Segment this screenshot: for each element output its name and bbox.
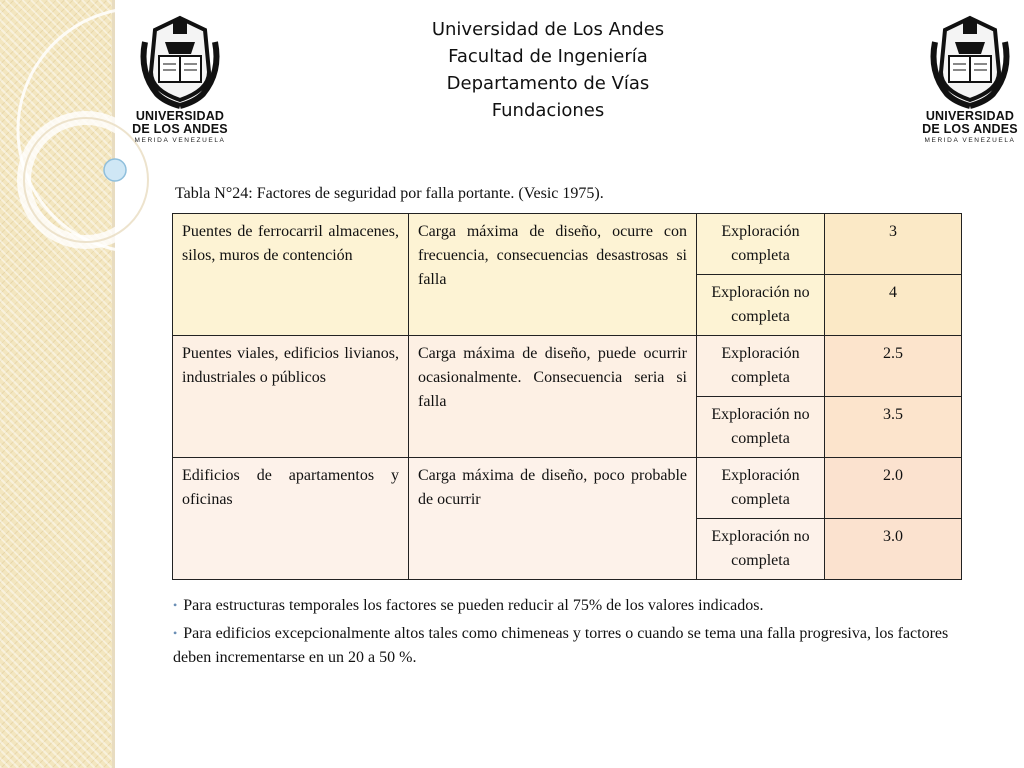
logo-name-line1: UNIVERSIDAD — [925, 109, 1015, 123]
table-row — [173, 336, 962, 397]
table-row — [173, 214, 962, 275]
note-text: Para estructuras temporales los factores se pueden reducir al 75% de los valores indicados. — [183, 597, 764, 614]
header-university: Universidad de Los Andes — [431, 19, 665, 40]
factor-cell: 3.0 — [825, 519, 962, 580]
condition-cell: Carga máxima de diseño, ocurre con frecuencia, consecuencias desastrosas si falla — [409, 214, 697, 336]
safety-factor-table — [172, 213, 962, 580]
factor-cell: 3.5 — [825, 397, 962, 458]
factor-cell: 2.0 — [825, 458, 962, 519]
factor-cell: 4 — [825, 275, 962, 336]
decorative-dot — [104, 159, 126, 181]
note-item — [173, 622, 958, 670]
header-department: Departamento de Vías — [446, 73, 650, 94]
factor-cell: 2.5 — [825, 336, 962, 397]
university-seal-icon — [135, 12, 225, 110]
university-seal-icon — [925, 12, 1015, 110]
bullet-icon: • — [173, 626, 178, 640]
page-header — [330, 16, 766, 124]
note-text: Para edificios excepcionalmente altos tales como chimeneas y torres o cuando se tema una falla progresiva, los factores deben incrementarse en un 20 a 50 %. — [173, 625, 949, 666]
condition-cell: Carga máxima de diseño, poco probable de ocurrir — [409, 458, 697, 580]
structure-cell: Puentes viales, edificios livianos, industriales o públicos — [173, 336, 409, 458]
logo-name-line2: DE LOS ANDES — [132, 122, 228, 136]
logo-name-line2: DE LOS ANDES — [922, 122, 1018, 136]
exploration-cell: Exploración completa — [697, 336, 825, 397]
university-logo-right — [920, 12, 1020, 144]
notes-list — [173, 594, 958, 674]
logo-city: MERIDA VENEZUELA — [924, 137, 1016, 144]
table-caption: Tabla N°24: Factores de seguridad por falla portante. (Vesic 1975). — [175, 185, 604, 202]
exploration-cell: Exploración completa — [697, 458, 825, 519]
note-item — [173, 594, 958, 618]
table-row — [173, 458, 962, 519]
header-faculty: Facultad de Ingeniería — [448, 46, 648, 67]
exploration-cell: Exploración completa — [697, 214, 825, 275]
logo-name-line1: UNIVERSIDAD — [135, 109, 225, 123]
bullet-icon: • — [173, 598, 178, 612]
condition-cell: Carga máxima de diseño, puede ocurrir ocasionalmente. Consecuencia seria si falla — [409, 336, 697, 458]
factor-cell: 3 — [825, 214, 962, 275]
exploration-cell: Exploración no completa — [697, 519, 825, 580]
header-course: Fundaciones — [491, 100, 605, 121]
exploration-cell: Exploración no completa — [697, 397, 825, 458]
structure-cell: Puentes de ferrocarril almacenes, silos, muros de contención — [173, 214, 409, 336]
logo-city: MERIDA VENEZUELA — [134, 137, 226, 144]
exploration-cell: Exploración no completa — [697, 275, 825, 336]
university-logo-left — [130, 12, 230, 144]
structure-cell: Edificios de apartamentos y oficinas — [173, 458, 409, 580]
